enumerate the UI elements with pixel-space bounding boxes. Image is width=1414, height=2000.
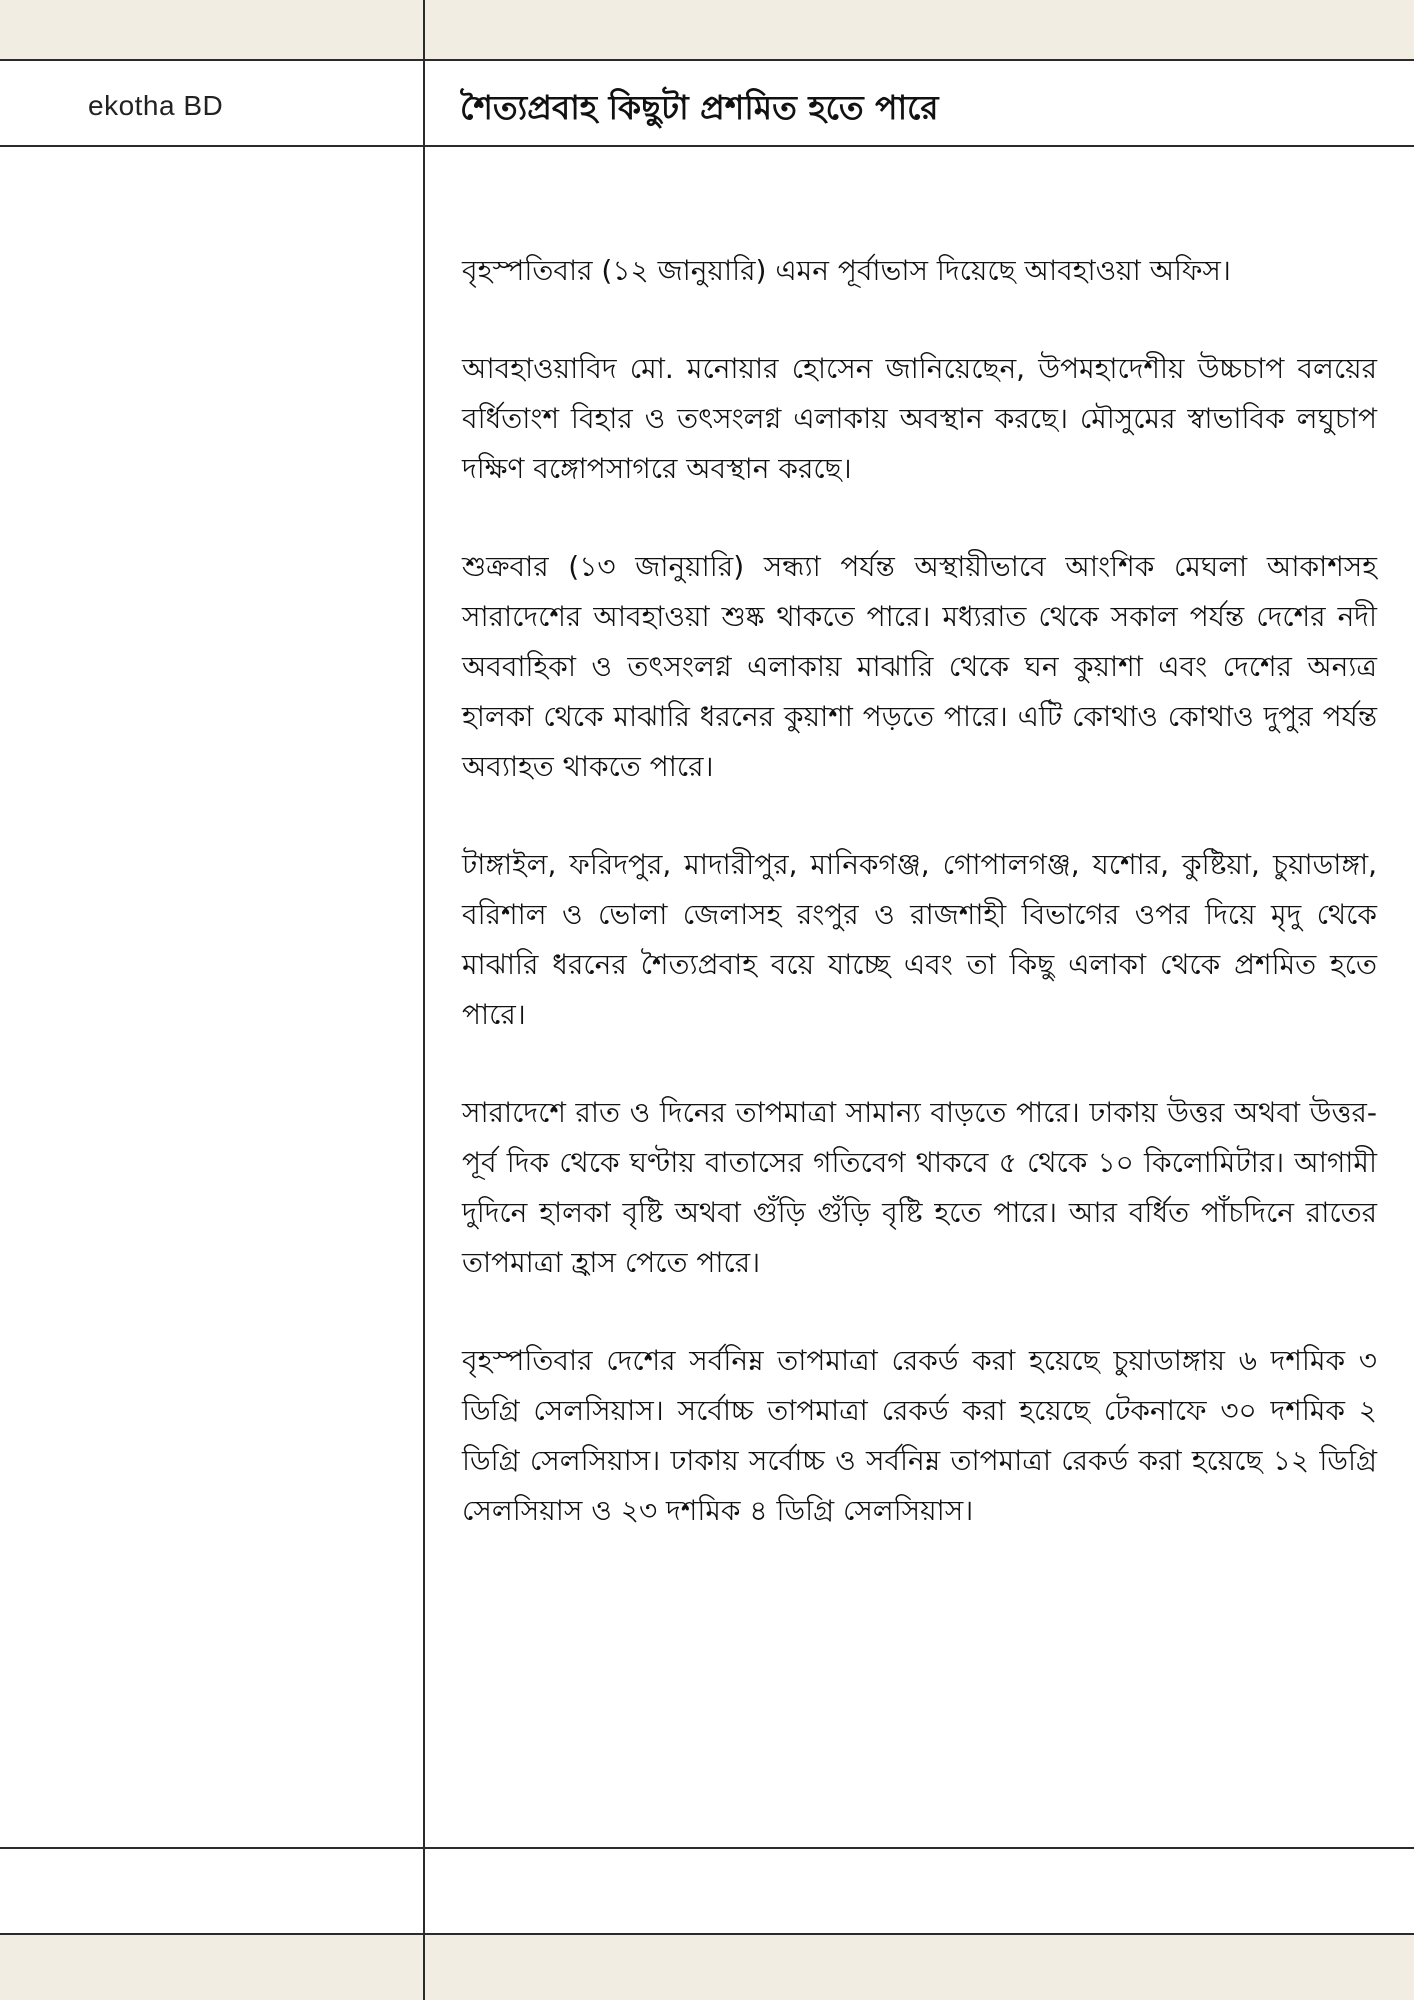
column-divider: [423, 0, 425, 2000]
brand-name: ekotha BD: [88, 90, 224, 121]
article-paragraph: বৃহস্পতিবার দেশের সর্বনিম্ন তাপমাত্রা রেকর্ড করা হয়েছে চুয়াডাঙ্গায় ৬ দশমিক ৩ ডিগ্রি সেলসিয়াস। সর্বোচ্চ তাপমাত্রা রেকর্ড করা হয়েছে টেকনাফে ৩০ দশমিক ২ ডিগ্রি সেলসিয়াস। ঢাকায় সর্বোচ্চ ও সর্বনিম্ন তাপমাত্রা রেকর্ড করা হয়েছে ১২ ডিগ্রি সেলসিয়াস ও ২৩ দশমিক ৪ ডিগ্রি সেলসিয়াস।: [462, 1344, 1377, 1527]
article-body: [462, 246, 1377, 1536]
article-paragraph: আবহাওয়াবিদ মো. মনোয়ার হোসেন জানিয়েছেন, উপমহাদেশীয় উচ্চচাপ বলয়ের বর্ধিতাংশ বিহার ও তৎসংলগ্ন এলাকায় অবস্থান করছে। মৌসুমের স্বাভাবিক লঘুচাপ দক্ষিণ বঙ্গোপসাগরে অবস্থান করছে।: [462, 352, 1377, 485]
header-top-rule: [0, 59, 1414, 61]
article-paragraph: বৃহস্পতিবার (১২ জানুয়ারি) এমন পূর্বাভাস দিয়েছে আবহাওয়া অফিস।: [462, 254, 1231, 287]
article-paragraph: শুক্রবার (১৩ জানুয়ারি) সন্ধ্যা পর্যন্ত অস্থায়ীভাবে আংশিক মেঘলা আকাশসহ সারাদেশের আবহাওয়া শুষ্ক থাকতে পারে। মধ্যরাত থেকে সকাল পর্যন্ত দেশের নদী অববাহিকা ও তৎসংলগ্ন এলাকায় মাঝারি থেকে ঘন কুয়াশা এবং দেশের অন্যত্র হালকা থেকে মাঝারি ধরনের কুয়াশা পড়তে পারে। এটি কোথাও কোথাও দুপুর পর্যন্ত অব্যাহত থাকতে পারে।: [462, 550, 1377, 783]
footer-bottom-rule: [0, 1933, 1414, 1935]
bottom-band: [0, 1934, 1414, 2000]
header-bottom-rule: [0, 145, 1414, 147]
footer-top-rule: [0, 1847, 1414, 1849]
article-paragraph: টাঙ্গাইল, ফরিদপুর, মাদারীপুর, মানিকগঞ্জ, গোপালগঞ্জ, যশোর, কুষ্টিয়া, চুয়াডাঙ্গা, বরিশাল ও ভোলা জেলাসহ রংপুর ও রাজশাহী বিভাগের ওপর দিয়ে মৃদু থেকে মাঝারি ধরনের শৈত্যপ্রবাহ বয়ে যাচ্ছে এবং তা কিছু এলাকা থেকে প্রশমিত হতে পারে।: [462, 848, 1377, 1031]
article-paragraph: সারাদেশে রাত ও দিনের তাপমাত্রা সামান্য বাড়তে পারে। ঢাকায় উত্তর অথবা উত্তর-পূর্ব দিক থেকে ঘণ্টায় বাতাসের গতিবেগ থাকবে ৫ থেকে ১০ কিলোমিটার। আগামী দুদিনে হালকা বৃষ্টি অথবা গুঁড়ি গুঁড়ি বৃষ্টি হতে পারে। আর বর্ধিত পাঁচদিনে রাতের তাপমাত্রা হ্রাস পেতে পারে।: [462, 1096, 1377, 1279]
article-headline: শৈত্যপ্রবাহ কিছুটা প্রশমিত হতে পারে: [460, 88, 939, 127]
top-band: [0, 0, 1414, 60]
